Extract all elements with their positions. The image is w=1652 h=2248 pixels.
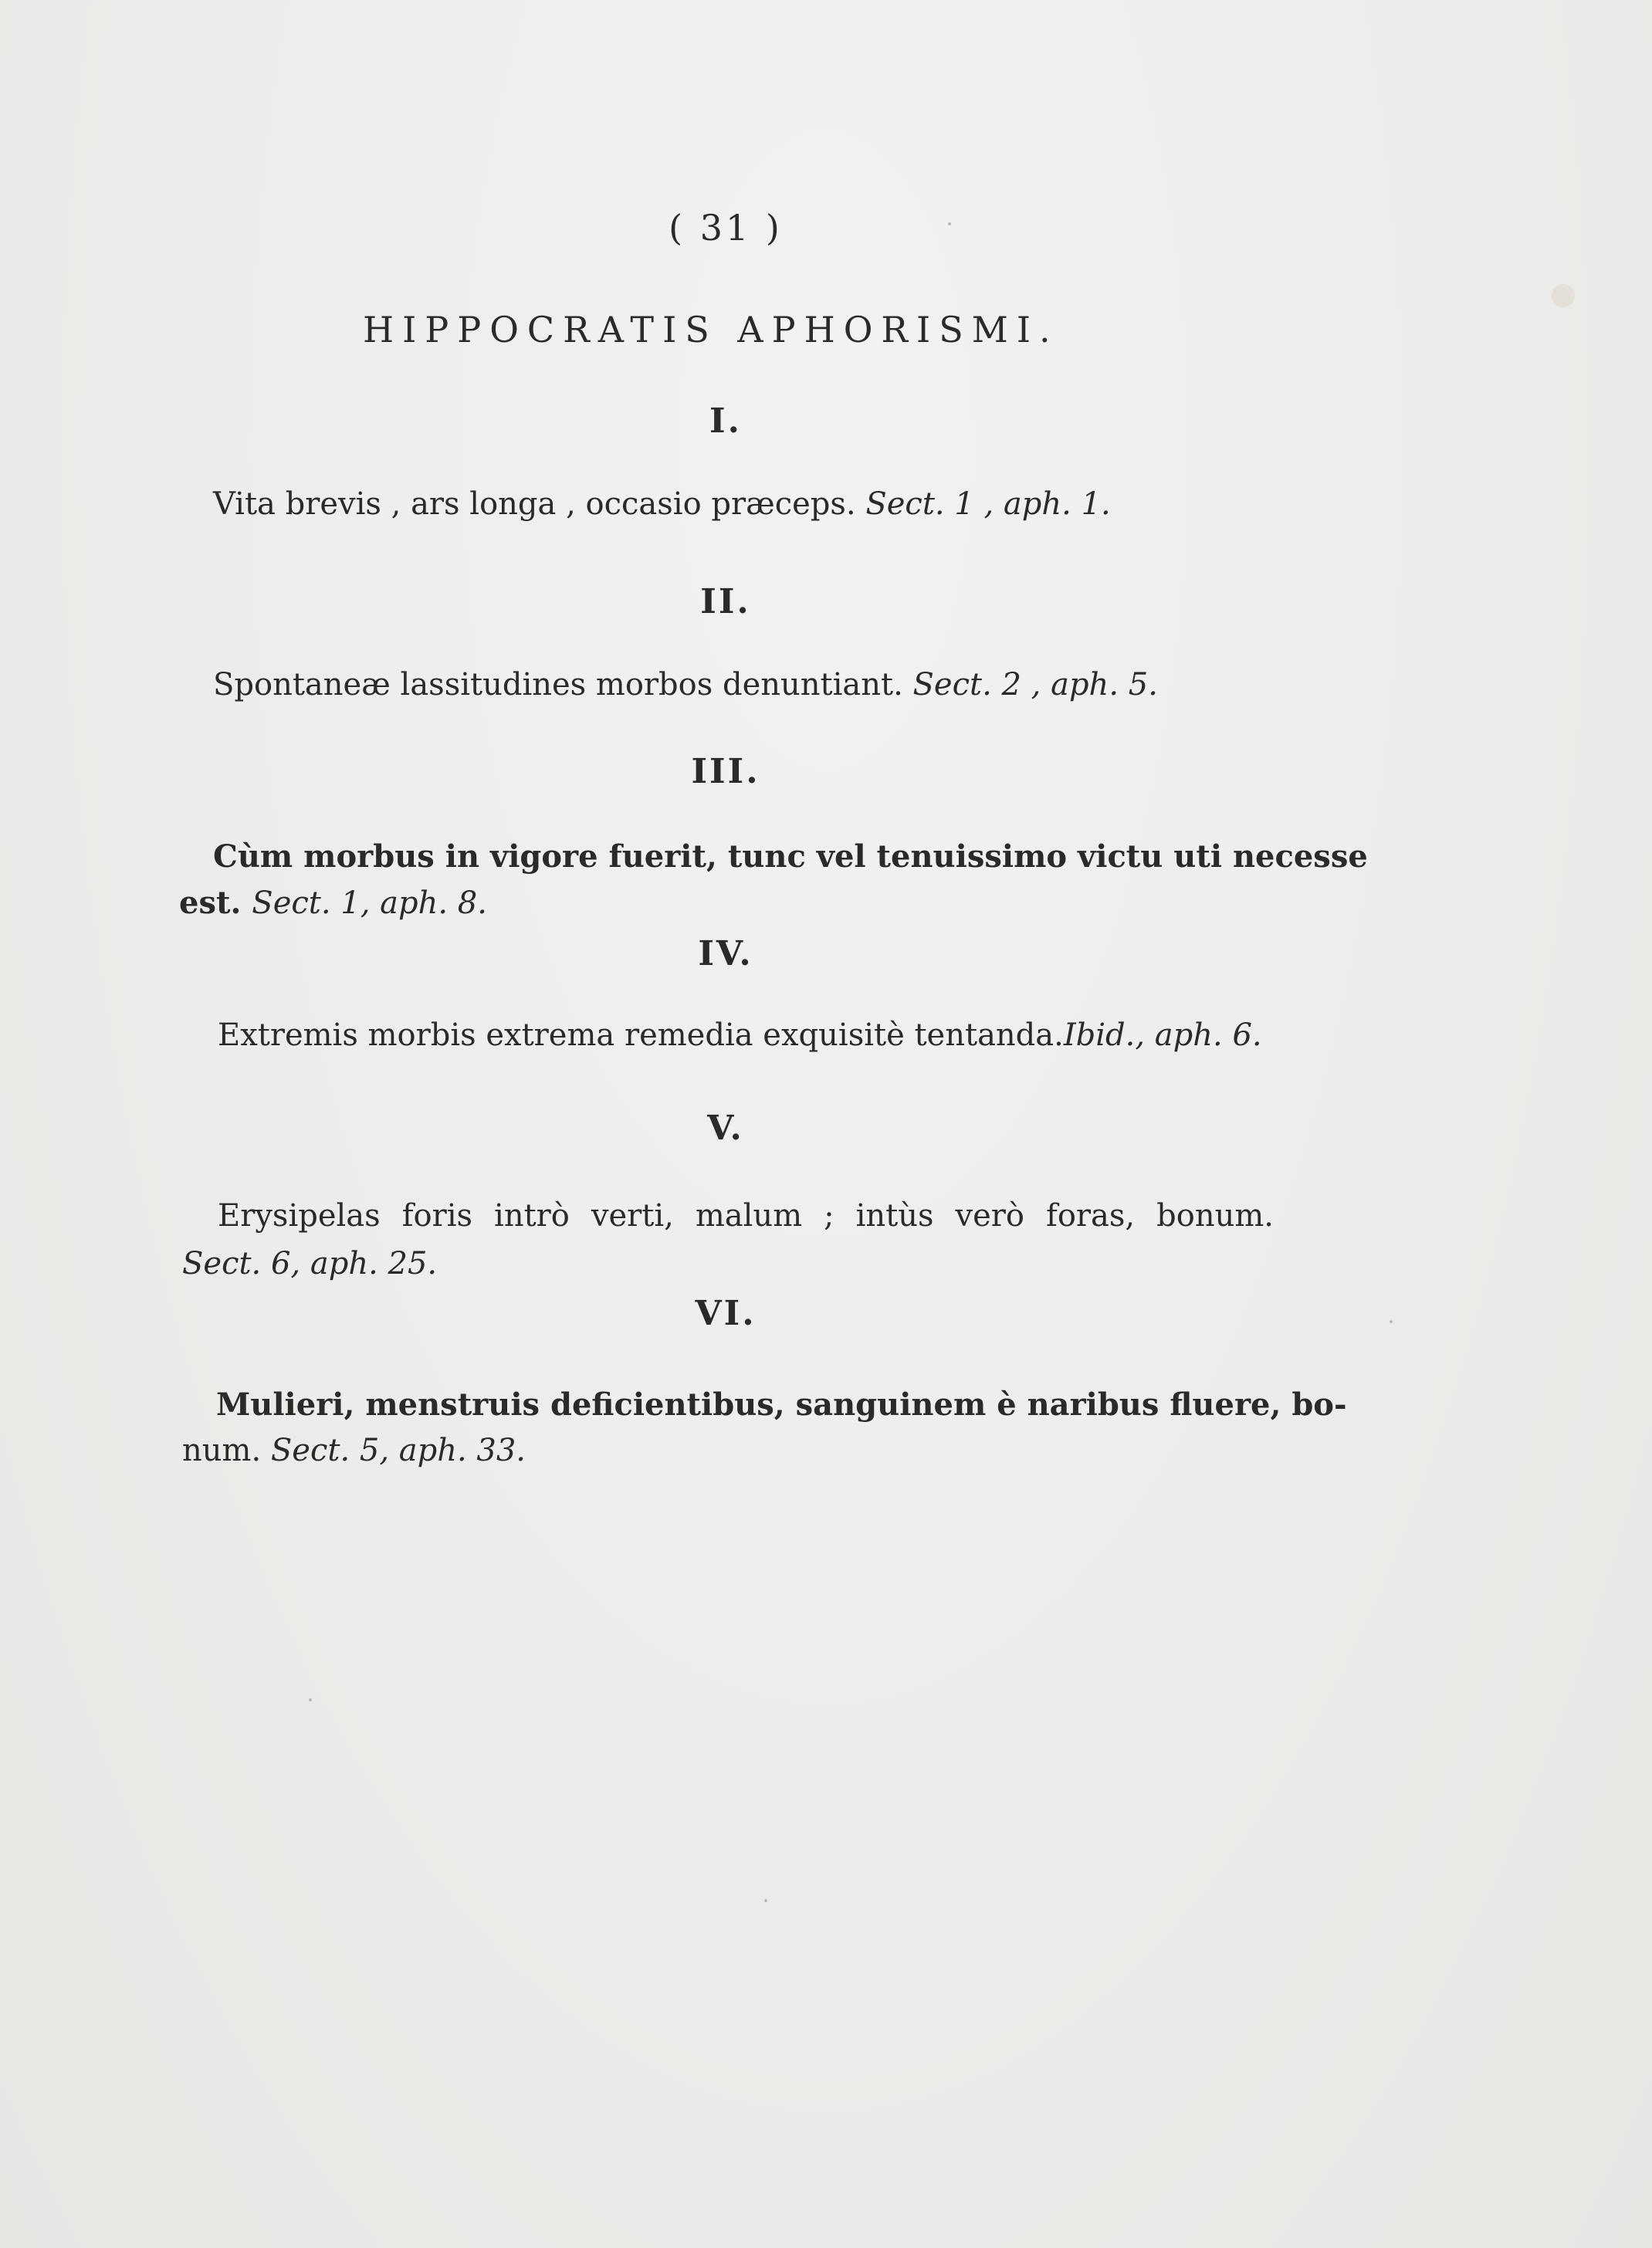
aphorism-5-line-1 — [218, 1198, 1274, 1234]
aphorism-6-line-1 — [216, 1386, 1347, 1423]
aphorism-citation: Sect. 2 , aph. 5. — [912, 667, 1158, 702]
aphorism-citation: Ibid., aph. 6. — [1063, 1017, 1262, 1053]
aphorism-text: Spontaneæ lassitudines morbos denuntiant. — [213, 667, 913, 702]
aphorism-citation: Sect. 1 , aph. 1. — [865, 486, 1111, 522]
aphorism-text: est. — [179, 885, 252, 921]
aphorism-text: Extremis morbis extrema remedia exquisitè tentanda. — [218, 1017, 1064, 1053]
aphorism-5-numeral: V. — [707, 1109, 744, 1148]
aphorism-1-numeral: I. — [709, 401, 742, 441]
paper-speck — [764, 1899, 767, 1902]
aphorism-citation: Sect. 5, aph. 33. — [270, 1433, 526, 1468]
aphorism-1-line-1 — [213, 486, 1111, 522]
aphorism-text: Erysipelas foris intrò verti, malum ; intùs verò foras, bonum. — [218, 1198, 1274, 1234]
aphorism-3-line-2 — [179, 885, 487, 921]
aphorism-4-numeral: IV. — [698, 934, 753, 973]
aphorism-text: Cùm morbus in vigore fuerit, tunc vel tenuissimo victu uti necesse — [213, 838, 1368, 875]
aphorism-citation: Sect. 1, aph. 8. — [252, 885, 487, 921]
aphorism-2-line-1 — [213, 667, 1158, 702]
aphorism-text: Mulieri, menstruis deficientibus, sanguinem è naribus fluere, bo- — [216, 1386, 1347, 1423]
aphorism-3-numeral: III. — [691, 752, 760, 791]
aphorism-3-line-1 — [213, 838, 1368, 875]
aphorism-6-line-2 — [182, 1433, 526, 1468]
paper-speck — [1390, 1320, 1393, 1323]
page-title: HIPPOCRATIS APHORISMI. — [363, 309, 1059, 350]
paper-stain — [1552, 284, 1575, 307]
aphorism-5-line-2 — [182, 1246, 437, 1281]
paper-speck — [309, 1698, 312, 1701]
aphorism-6-numeral: VI. — [695, 1294, 757, 1333]
aphorism-2-numeral: II. — [700, 582, 751, 621]
aphorism-citation: Sect. 6, aph. 25. — [182, 1246, 438, 1281]
aphorism-text: Vita brevis , ars longa , occasio præceps. — [213, 486, 866, 522]
aphorism-text: num. — [182, 1433, 271, 1468]
aphorism-4-line-1 — [218, 1017, 1262, 1053]
paper-speck — [948, 222, 951, 225]
page-number: ( 31 ) — [669, 207, 783, 249]
